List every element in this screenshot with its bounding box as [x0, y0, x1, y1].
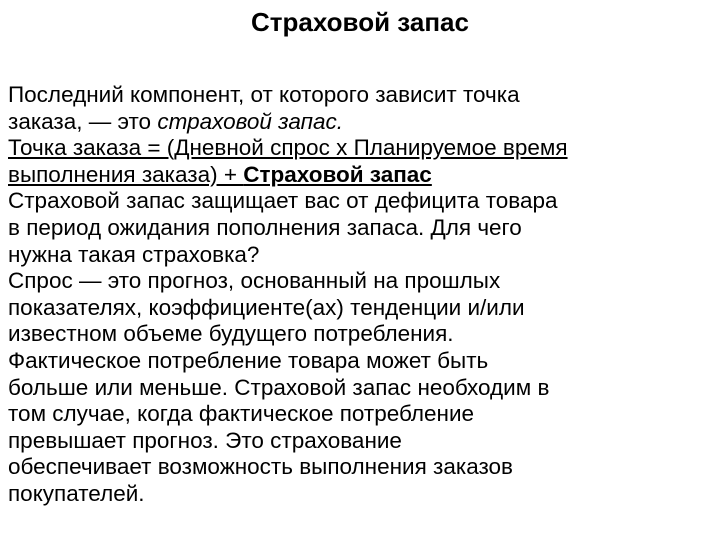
text-line: Точка заказа = (Дневной спрос х Планируемое время [8, 135, 568, 161]
text-line: показателях, коэффициенте(ах) тенденции и/или [8, 294, 525, 320]
text-line: покупателей. [8, 480, 145, 506]
text-line [8, 161, 714, 189]
bold-term: Страховой запас [243, 161, 432, 187]
slide-title: Страховой запас [251, 7, 469, 37]
text-line: обеспечивает возможность выполнения заказов [8, 454, 513, 480]
paragraph-last-component [8, 82, 714, 135]
slide-body [8, 82, 714, 508]
paragraph-demand-forecast [8, 268, 714, 507]
text-run: выполнения заказа) + [8, 161, 244, 187]
text-line: в период ожидания пополнения запаса. Для чего [8, 214, 522, 240]
text-line: известном объеме будущего потребления. [8, 321, 454, 347]
text-line: Последний компонент, от которого зависит точка [8, 82, 520, 107]
paragraph-reorder-formula [8, 135, 714, 188]
text-line: Фактическое потребление товара может быть [8, 347, 489, 373]
text-line: нужна такая страховка? [8, 241, 260, 267]
text-line: том случае, когда фактическое потребление [8, 401, 475, 427]
text-line: Страховой запас защищает вас от дефицита товара [8, 188, 558, 214]
paragraph-safety-stock-purpose [8, 188, 714, 268]
text-line [8, 108, 714, 136]
text-run: заказа, — это [8, 108, 158, 134]
italic-term: страховой запас. [157, 108, 343, 134]
text-line: Спрос — это прогноз, основанный на прошлых [8, 268, 501, 294]
text-line: больше или меньше. Страховой запас необходим в [8, 374, 550, 400]
text-line: превышает прогноз. Это страхование [8, 427, 402, 453]
